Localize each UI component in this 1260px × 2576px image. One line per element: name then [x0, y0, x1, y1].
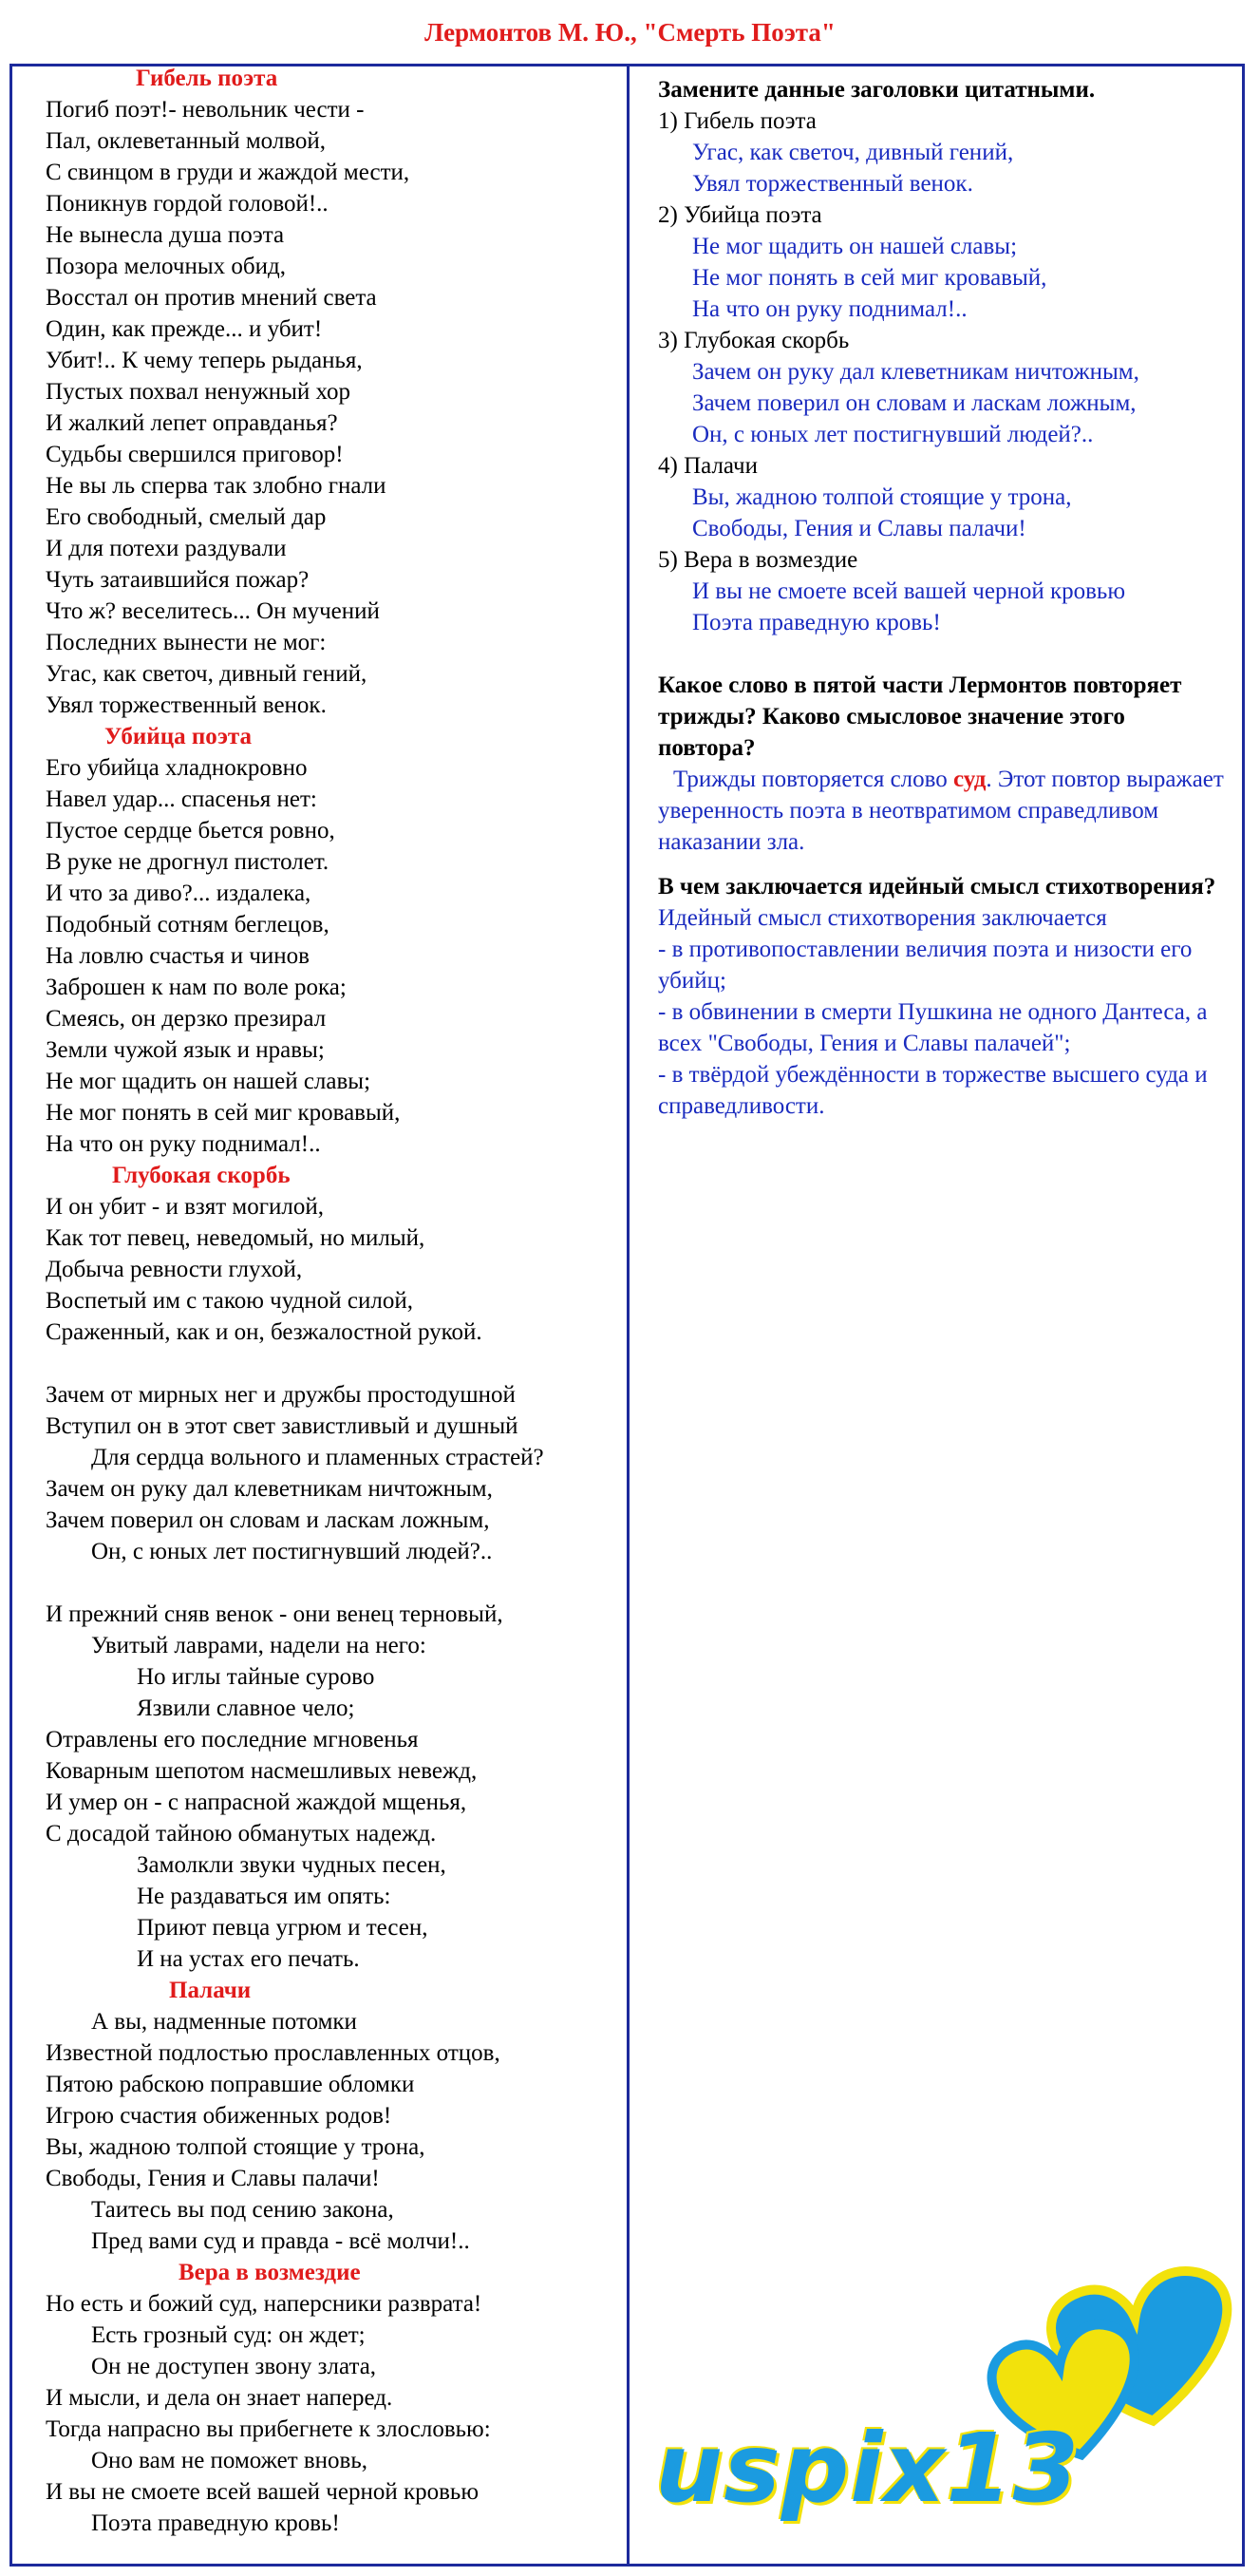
task-item-quote: Не мог щадить он нашей славы;: [692, 234, 1018, 259]
poem-line: Вступил он в этот свет завистливый и душный: [46, 1413, 518, 1439]
poem-line: Как тот певец, неведомый, но милый,: [46, 1225, 425, 1251]
poem-line: И мысли, и дела он знает наперед.: [46, 2385, 393, 2411]
poem-line: Свободы, Гения и Славы палачи!: [46, 2166, 380, 2191]
poem-line: И на устах его печать.: [137, 1946, 360, 1972]
poem-section-heading: Убийца поэта: [104, 724, 252, 749]
poem-line: Его убийца хладнокровно: [46, 755, 308, 781]
poem-line: Увял торжественный венок.: [46, 692, 327, 718]
poem-line: Зачем он руку дал клеветникам ничтожным,: [46, 1476, 493, 1502]
question-idea: В чем заключается идейный смысл стихотворения?: [658, 874, 1216, 900]
task-item-label: 4) Палачи: [658, 453, 758, 479]
poem-line: Не раздаваться им опять:: [137, 1884, 391, 1909]
poem-line: Коварным шепотом насмешливых невежд,: [46, 1758, 478, 1784]
poem-line: И умер он - с напрасной жаждой мщенья,: [46, 1790, 467, 1815]
poem-line: Угас, как светоч, дивный гений,: [46, 661, 367, 687]
poem-line: Добыча ревности глухой,: [46, 1257, 303, 1282]
task-item-quote: На что он руку поднимал!..: [692, 296, 968, 322]
poem-line: На ловлю счастья и чинов: [46, 943, 310, 969]
task-item-quote: Он, с юных лет постигнувший людей?..: [692, 422, 1094, 447]
poem-column: [46, 63, 615, 2539]
poem-line: Но есть и божий суд, наперсники разврата!: [46, 2291, 482, 2317]
poem-line: Тогда напрасно вы прибегнете к злословью:: [46, 2416, 491, 2442]
poem-line: Заброшен к нам по воле рока;: [46, 975, 347, 1000]
poem-line: [46, 1348, 615, 1379]
page-title: Лермонтов М. Ю., "Смерть Поэта": [424, 18, 836, 47]
answer-idea-points: [658, 934, 1228, 1122]
poem-line: Навел удар... спасенья нет:: [46, 786, 317, 812]
answer-idea-point: - в обвинении в смерти Пушкина не одного Дантеса, а всех "Свободы, Гения и Славы палачей";: [658, 999, 1208, 1056]
poem-line: Не вы ль сперва так злобно гнали: [46, 473, 386, 499]
poem-section-heading: Глубокая скорбь: [112, 1163, 291, 1188]
poem-line: Вы, жадною толпой стоящие у трона,: [46, 2134, 425, 2160]
task-item-quote: Зачем поверил он словам и ласкам ложным,: [692, 390, 1137, 416]
answer-repeat-pre: Трижды повторяется слово: [673, 767, 954, 792]
poem-line: Земли чужой язык и нравы;: [46, 1037, 325, 1063]
poem-line: Игрою счастия обиженных родов!: [46, 2103, 392, 2129]
task-item-quote: Увял торжественный венок.: [692, 171, 973, 197]
poem-line: Он, с юных лет постигнувший людей?..: [91, 1539, 493, 1564]
poem-line: Пустое сердце бьется ровно,: [46, 818, 335, 843]
poem-line: Замолкли звуки чудных песен,: [137, 1852, 446, 1878]
poem-line: Последних вынести не мог:: [46, 630, 327, 655]
answer-repeat-post: . Этот повтор выражает уверенность поэта в неотвратимом справедливом наказании зла.: [658, 767, 1224, 855]
task-item-label: 3) Глубокая скорбь: [658, 328, 850, 353]
poem-line: Для сердца вольного и пламенных страстей?: [91, 1445, 544, 1470]
poem-line: [46, 1567, 615, 1599]
poem-line: Позора мелочных обид,: [46, 254, 286, 279]
poem-line: Таитесь вы под сению закона,: [91, 2197, 394, 2223]
poem-line: Убит!.. К чему теперь рыданья,: [46, 348, 363, 373]
poem-line: Увитый лаврами, надели на него:: [91, 1633, 426, 1658]
task-item-label: 1) Гибель поэта: [658, 108, 817, 134]
poem-line: Подобный сотням беглецов,: [46, 912, 329, 938]
logo-text: uspix13: [655, 2413, 1081, 2524]
task-item-quote: И вы не смоете всей вашей черной кровью: [692, 578, 1126, 604]
poem-line: Не мог понять в сей миг кровавый,: [46, 1100, 401, 1126]
task-item-quote: Поэта праведную кровь!: [692, 610, 941, 635]
task-item-quote: Не мог понять в сей миг кровавый,: [692, 265, 1047, 291]
poem-line: Он не доступен звону злата,: [91, 2354, 377, 2379]
poem-line: И жалкий лепет оправданья?: [46, 410, 338, 436]
poem-line: Сраженный, как и он, безжалостной рукой.: [46, 1319, 482, 1345]
poem-line: И он убит - и взят могилой,: [46, 1194, 324, 1220]
task-item-quote: Свободы, Гения и Славы палачи!: [692, 516, 1026, 541]
answer-repeat-word: суд: [953, 767, 987, 792]
poem-line: Воспетый им с такою чудной силой,: [46, 1288, 413, 1314]
poem-line: Поэта праведную кровь!: [91, 2510, 340, 2536]
poem-line: Приют певца угрюм и тесен,: [137, 1915, 428, 1941]
poem-line: Оно вам не поможет вновь,: [91, 2448, 368, 2473]
answer-idea-intro: Идейный смысл стихотворения заключается: [658, 905, 1107, 931]
questions-column: [658, 74, 1228, 1122]
poem-line: Пред вами суд и правда - всё молчи!..: [91, 2228, 470, 2254]
poem-line: В руке не дрогнул пистолет.: [46, 849, 329, 875]
poem-line: Судьбы свершился приговор!: [46, 442, 344, 467]
poem-line: Но иглы тайные сурово: [137, 1664, 375, 1690]
task-item-quote: Зачем он руку дал клеветникам ничтожным,: [692, 359, 1139, 385]
poem-line: Его свободный, смелый дар: [46, 504, 327, 530]
poem-line: На что он руку поднимал!..: [46, 1131, 321, 1157]
answer-idea-point: - в твёрдой убеждённости в торжестве высшего суда и справедливости.: [658, 1062, 1208, 1119]
poem-line: Пятою рабскою поправшие обломки: [46, 2072, 415, 2097]
task-heading: Замените данные заголовки цитатными.: [658, 77, 1096, 103]
poem-line: Отравлены его последние мгновенья: [46, 1727, 419, 1752]
poem-line: Есть грозный суд: он ждет;: [91, 2322, 366, 2348]
poem-line: Смеясь, он дерзко презирал: [46, 1006, 327, 1032]
poem-line: Поникнув гордой головой!..: [46, 191, 329, 217]
poem-line: С свинцом в груди и жаждой мести,: [46, 160, 410, 185]
task-item-quote: Угас, как светоч, дивный гений,: [692, 140, 1014, 165]
poem-line: А вы, надменные потомки: [91, 2009, 357, 2035]
poem-line: Не мог щадить он нашей славы;: [46, 1069, 371, 1094]
poem-line: Что ж? веселитесь... Он мучений: [46, 598, 380, 624]
poem-line: Пал, оклеветанный молвой,: [46, 128, 327, 154]
poem-line: Пустых похвал ненужный хор: [46, 379, 351, 405]
poem-line: Известной подлостью прославленных отцов,: [46, 2040, 500, 2066]
poem-line: Зачем от мирных нег и дружбы простодушной: [46, 1382, 516, 1408]
task-item-label: 5) Вера в возмездие: [658, 547, 858, 573]
poem-line: Погиб поэт!- невольник чести -: [46, 97, 365, 123]
poem-line: И что за диво?... издалека,: [46, 881, 311, 906]
task-item-quote: Вы, жадною толпой стоящие у трона,: [692, 484, 1072, 510]
poem-line: Язвили славное чело;: [137, 1695, 355, 1721]
poem-line: Чуть затаившийся пожар?: [46, 567, 310, 593]
answer-idea-point: - в противопоставлении величия поэта и низости его убийц;: [658, 937, 1193, 994]
poem-line: И прежний сняв венок - они венец терновый,: [46, 1601, 503, 1627]
poem-line: Зачем поверил он словам и ласкам ложным,: [46, 1507, 490, 1533]
poem-line: С досадой тайною обманутых надежд.: [46, 1821, 437, 1847]
poem-section-heading: Палачи: [169, 1978, 252, 2003]
poem-line: Не вынесла душа поэта: [46, 222, 285, 248]
poem-line: И для потехи раздували: [46, 536, 287, 561]
poem-section-heading: Гибель поэта: [136, 66, 278, 91]
column-divider: [627, 64, 630, 2567]
task-item-label: 2) Убийца поэта: [658, 202, 822, 228]
poem-line: И вы не смоете всей вашей черной кровью: [46, 2479, 480, 2505]
task-items: [658, 105, 1228, 638]
poem-section-heading: Вера в возмездие: [179, 2260, 361, 2285]
question-repeat: Какое слово в пятой части Лермонтов повторяет трижды? Каково смысловое значение этого повтора?: [658, 672, 1182, 761]
poem-line: Один, как прежде... и убит!: [46, 316, 323, 342]
answer-repeat: [658, 764, 1228, 858]
poem-line: Восстал он против мнений света: [46, 285, 377, 311]
